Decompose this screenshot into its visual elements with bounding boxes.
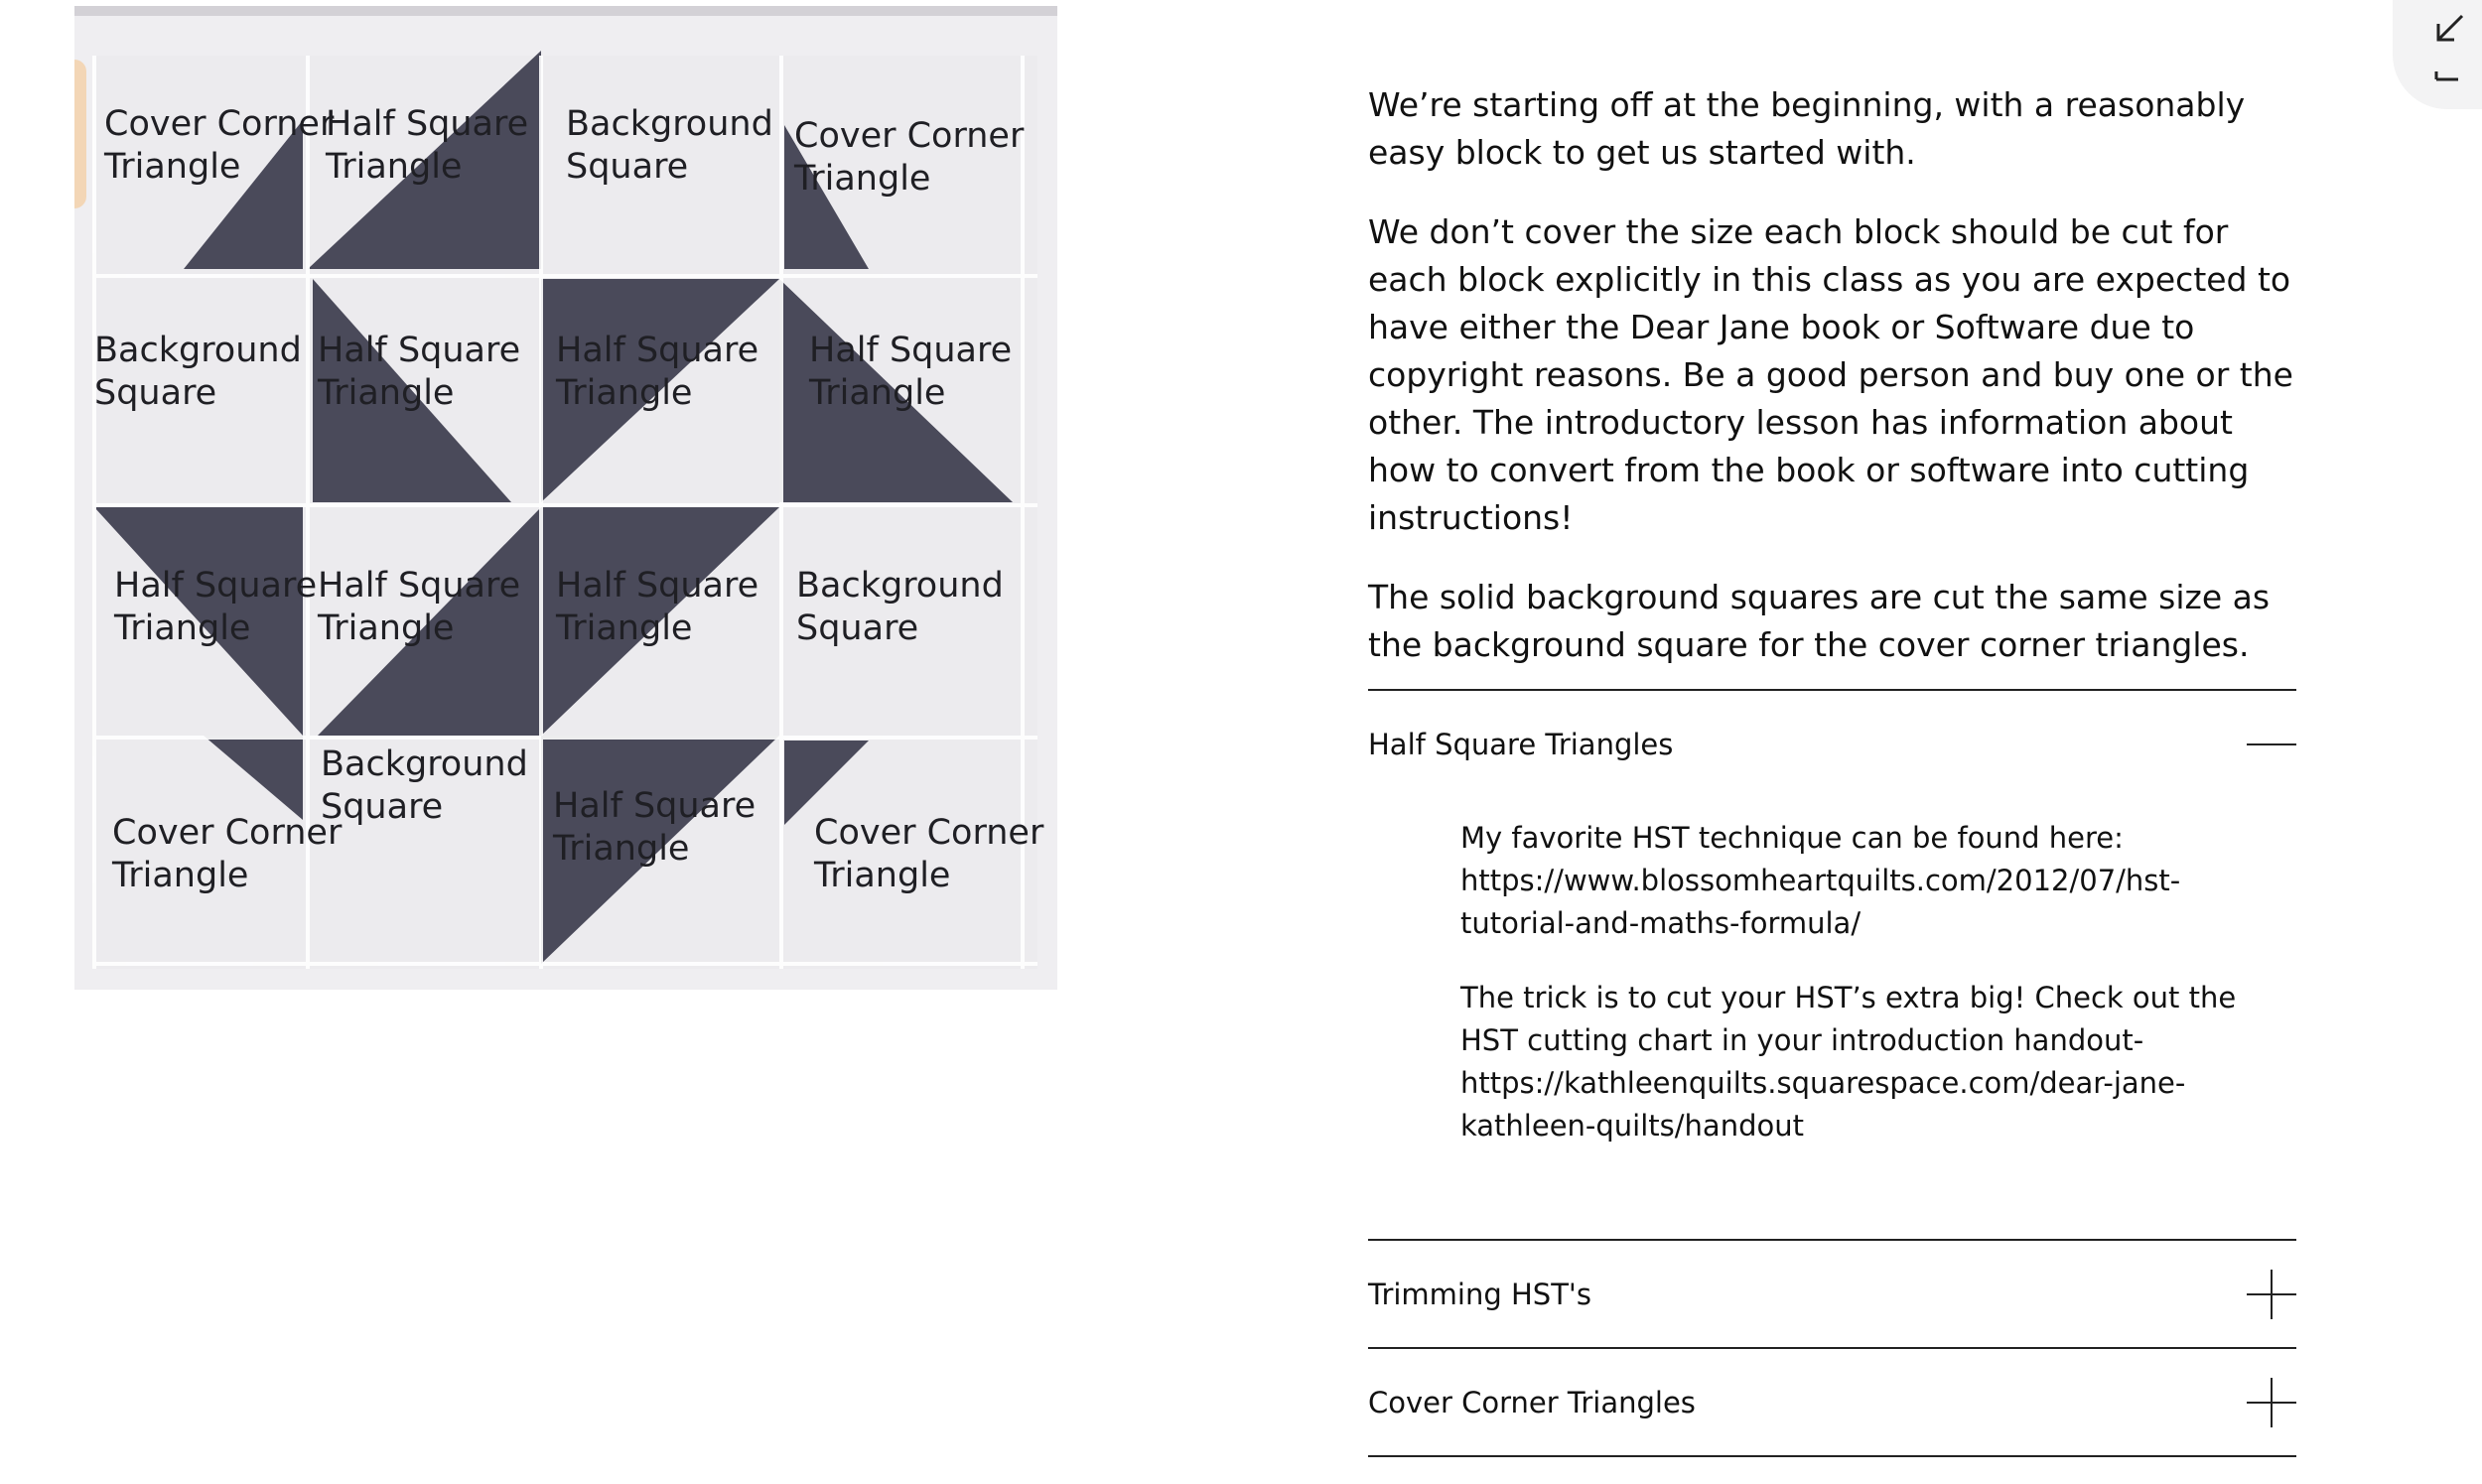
thumb-edge [74, 60, 86, 208]
accordion-item-trimming-hsts [1368, 1239, 2296, 1347]
lesson-intro [1368, 81, 2296, 701]
intro-paragraph: The solid background squares are cut the same size as the background square for the cover corner triangles. [1368, 578, 2271, 664]
block-label: Cover Corner Triangle [112, 813, 343, 895]
block-label: Cover Corner Triangle [104, 104, 335, 187]
block-label: Background Square [321, 744, 528, 827]
minus-icon[interactable] [2247, 720, 2296, 769]
accordion-header[interactable] [1368, 1349, 2296, 1455]
accordion-item-cover-corner-triangles [1368, 1347, 2296, 1457]
accordion-item-half-square-triangles [1368, 689, 2296, 1239]
plus-icon[interactable] [2247, 1270, 2296, 1319]
accordion-title: Cover Corner Triangles [1368, 1385, 1696, 1419]
panel-paragraph: The trick is to cut your HST’s extra big! Check out the HST cutting chart in your introduction handout- https://kathleenquilts.squarespace.com/dear-jane-kathleen-quilts/handout [1460, 981, 2237, 1143]
plus-icon[interactable] [2247, 1378, 2296, 1427]
accordion-title: Trimming HST's [1368, 1277, 1592, 1311]
block-label: Background Square [796, 566, 1004, 648]
block-label: Half Square Triangle [556, 566, 759, 648]
corner-collapse-button[interactable] [2393, 0, 2482, 109]
panel-paragraph: My favorite HST technique can be found here: https://www.blossomheartquilts.com/2012/07/hst-tutorial-and-maths-formula/ [1460, 821, 2181, 940]
block-label: Half Square Triangle [318, 331, 521, 413]
block-label: Half Square Triangle [114, 566, 318, 648]
intro-paragraph: We’re starting off at the beginning, with a reasonably easy block to get us started with. [1368, 85, 2246, 172]
accordion [1368, 689, 2296, 1457]
accordion-header[interactable] [1368, 1241, 2296, 1347]
block-label: Half Square Triangle [809, 331, 1013, 413]
block-label: Half Square Triangle [556, 331, 759, 413]
accordion-title: Half Square Triangles [1368, 727, 1674, 761]
collapse-arrow-icon [2432, 10, 2472, 89]
accordion-header[interactable] [1368, 691, 2296, 797]
quilt-block-image [74, 6, 1057, 990]
block-label: Cover Corner Triangle [814, 813, 1044, 895]
block-label: Half Square Triangle [326, 104, 529, 187]
block-label: Cover Corner Triangle [794, 116, 1025, 199]
block-label: Half Square Triangle [553, 786, 757, 869]
block-label: Background Square [566, 104, 773, 187]
intro-paragraph: We don’t cover the size each block should be cut for each block explicitly in this class as you are expected to have either the Dear Jane book or Software due to copyright reasons. Be a good person and buy one or the other. The introductory lesson has information about how to convert from the book or software into cutting instructions! [1368, 212, 2293, 537]
block-label: Background Square [94, 331, 302, 413]
block-label: Half Square Triangle [318, 566, 521, 648]
accordion-panel [1368, 797, 2296, 1239]
